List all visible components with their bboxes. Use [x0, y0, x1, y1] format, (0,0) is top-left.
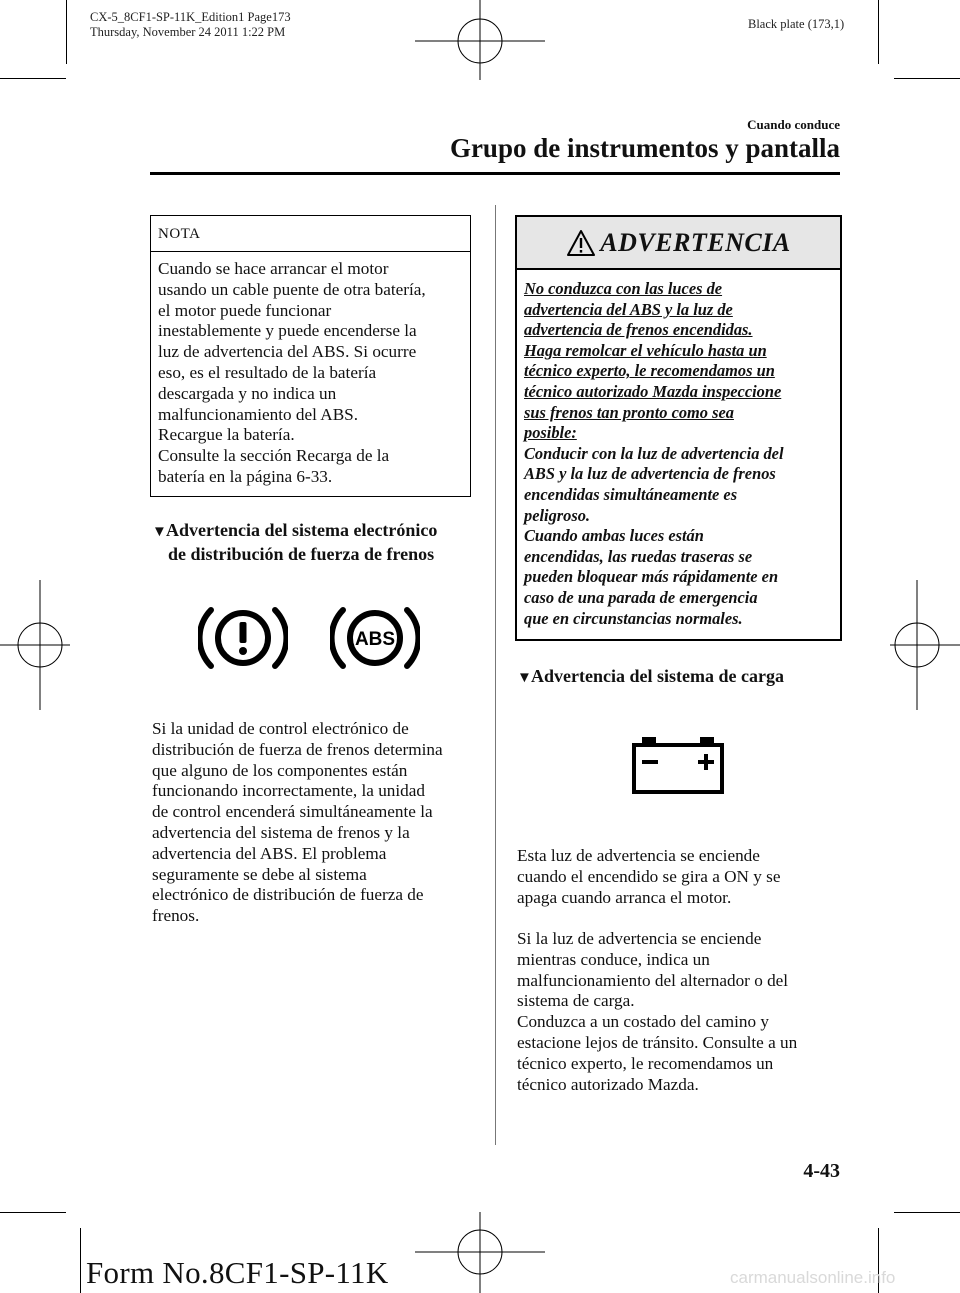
plate-label: Black plate (173,1)	[748, 17, 845, 31]
print-meta	[90, 10, 291, 40]
nota-line: el motor puede funcionar	[158, 300, 332, 320]
section-marker-icon: ▼	[517, 670, 532, 686]
advertencia-line: caso de una parada de emergencia	[524, 587, 758, 607]
ebd-paragraph	[152, 719, 443, 927]
carga-line: técnico autorizado Mazda.	[517, 1074, 699, 1094]
nota-heading: NOTA	[151, 216, 470, 252]
advertencia-line: peligroso.	[524, 505, 591, 525]
carga-title-text: Advertencia del sistema de carga	[531, 666, 784, 686]
nota-line: luz de advertencia del ABS. Si ocurre	[158, 342, 417, 362]
crop-mark	[0, 78, 66, 79]
header-rule	[150, 172, 840, 175]
carga-line: cuando el encendido se gira a ON y se	[517, 866, 781, 886]
crop-mark	[80, 1228, 81, 1293]
carga-line: Esta luz de advertencia se enciende	[517, 846, 760, 865]
carga-line: mientras conduce, indica un	[517, 949, 710, 969]
crop-mark	[0, 1212, 66, 1213]
carga-line: malfuncionamiento del alternador o del	[517, 970, 789, 990]
advertencia-underlined-line: técnico experto, le recomendamos un	[524, 361, 775, 381]
advertencia-underlined-line: advertencia del ABS y la luz de	[524, 299, 733, 319]
advertencia-line: ABS y la luz de advertencia de frenos	[524, 464, 776, 484]
carga-section-title	[517, 665, 784, 689]
advertencia-underlined-line: No conduzca con las luces de	[524, 279, 723, 298]
carga-line: sistema de carga.	[517, 991, 635, 1011]
registration-mark-top	[415, 0, 545, 80]
advertencia-underlined-line: sus frenos tan pronto como sea	[524, 402, 734, 422]
ebd-line: de control encenderá simultáneamente la	[152, 802, 433, 822]
nota-line: descargada y no indica un	[158, 383, 337, 403]
watermark: carmanualsonline.info	[730, 1268, 896, 1287]
advertencia-underlined-line: advertencia de frenos encendidas.	[524, 320, 753, 340]
advertencia-underlined-line: técnico autorizado Mazda inspeccione	[524, 381, 782, 401]
advertencia-underlined-line: Haga remolcar el vehículo hasta un	[524, 340, 767, 360]
nota-line: batería en la página 6-33.	[158, 466, 333, 486]
form-number: Form No.8CF1-SP-11K	[86, 1255, 389, 1290]
nota-box	[150, 215, 471, 497]
carga-paragraph-1	[517, 846, 780, 908]
ebd-line: distribución de fuerza de frenos determina	[152, 739, 443, 759]
ebd-line: advertencia del sistema de frenos y la	[152, 822, 410, 842]
carga-line: Conduzca a un costado del camino y	[517, 1012, 770, 1032]
ebd-line: Si la unidad de control electrónico de	[152, 719, 409, 738]
nota-line: Consulte la sección Recarga de la	[158, 446, 390, 466]
advertencia-line: Cuando ambas luces están	[524, 526, 704, 546]
crop-mark	[878, 0, 879, 64]
nota-line: Recargue la batería.	[158, 425, 295, 445]
carga-line: Si la luz de advertencia se enciende	[517, 929, 762, 948]
carga-line: técnico experto, le recomendamos un	[517, 1053, 774, 1073]
carga-line: apaga cuando arranca el motor.	[517, 887, 732, 907]
advertencia-line: encendidas simultáneamente es	[524, 484, 738, 504]
advertencia-box	[515, 215, 842, 641]
ebd-line: frenos.	[152, 906, 200, 926]
advertencia-line: pueden bloquear más rápidamente en	[524, 567, 779, 587]
abs-warning-icon	[330, 602, 420, 674]
advertencia-title: ADVERTENCIA	[600, 227, 791, 257]
nota-line: Cuando se hace arrancar el motor	[158, 259, 389, 278]
section-label: Cuando conduce	[747, 117, 840, 132]
ebd-line: electrónico de distribución de fuerza de	[152, 885, 424, 905]
nota-line: usando un cable puente de otra batería,	[158, 279, 426, 299]
ebd-line: funcionando incorrectamente, la unidad	[152, 781, 425, 801]
print-meta-file: CX-5_8CF1-SP-11K_Edition1 Page173	[90, 10, 291, 24]
registration-mark-bottom	[415, 1212, 545, 1293]
advertencia-header	[517, 217, 840, 270]
nota-body	[151, 252, 470, 488]
carga-paragraph-2	[517, 929, 797, 1095]
abs-icon-label: ABS	[354, 629, 396, 650]
ebd-line: que alguno de los componentes están	[152, 760, 408, 780]
warning-triangle-icon	[566, 229, 596, 257]
ebd-line: seguramente se debe al sistema	[152, 864, 367, 884]
ebd-title-line1: Advertencia del sistema electrónico	[166, 520, 438, 540]
advertencia-body	[517, 270, 840, 629]
carga-line: estacione lejos de tránsito. Consulte a un	[517, 1032, 798, 1052]
crop-mark	[66, 0, 67, 64]
crop-mark	[894, 1212, 960, 1213]
advertencia-line: encendidas, las ruedas traseras se	[524, 546, 753, 566]
nota-line: eso, es el resultado de la batería	[158, 362, 377, 382]
registration-mark-right	[890, 580, 960, 710]
page-title: Grupo de instrumentos y pantalla	[449, 133, 840, 163]
ebd-title-line2: de distribución de fuerza de frenos	[168, 544, 435, 564]
brake-warning-icon	[198, 602, 288, 674]
nota-line: inestablemente y puede encenderse la	[158, 321, 417, 341]
nota-line: malfuncionamiento del ABS.	[158, 404, 359, 424]
section-marker-icon: ▼	[152, 524, 167, 540]
advertencia-line: Conducir con la luz de advertencia del	[524, 443, 784, 463]
battery-icon	[630, 735, 726, 797]
page-number: 4-43	[803, 1160, 840, 1182]
ebd-section-title	[152, 519, 437, 565]
crop-mark	[894, 78, 960, 79]
advertencia-line: que en circunstancias normales.	[524, 608, 743, 628]
advertencia-underlined-line: posible:	[524, 423, 577, 443]
ebd-line: advertencia del ABS. El problema	[152, 843, 387, 863]
column-divider	[495, 205, 496, 1145]
registration-mark-left	[0, 580, 70, 710]
print-meta-date: Thursday, November 24 2011 1:22 PM	[90, 25, 286, 39]
